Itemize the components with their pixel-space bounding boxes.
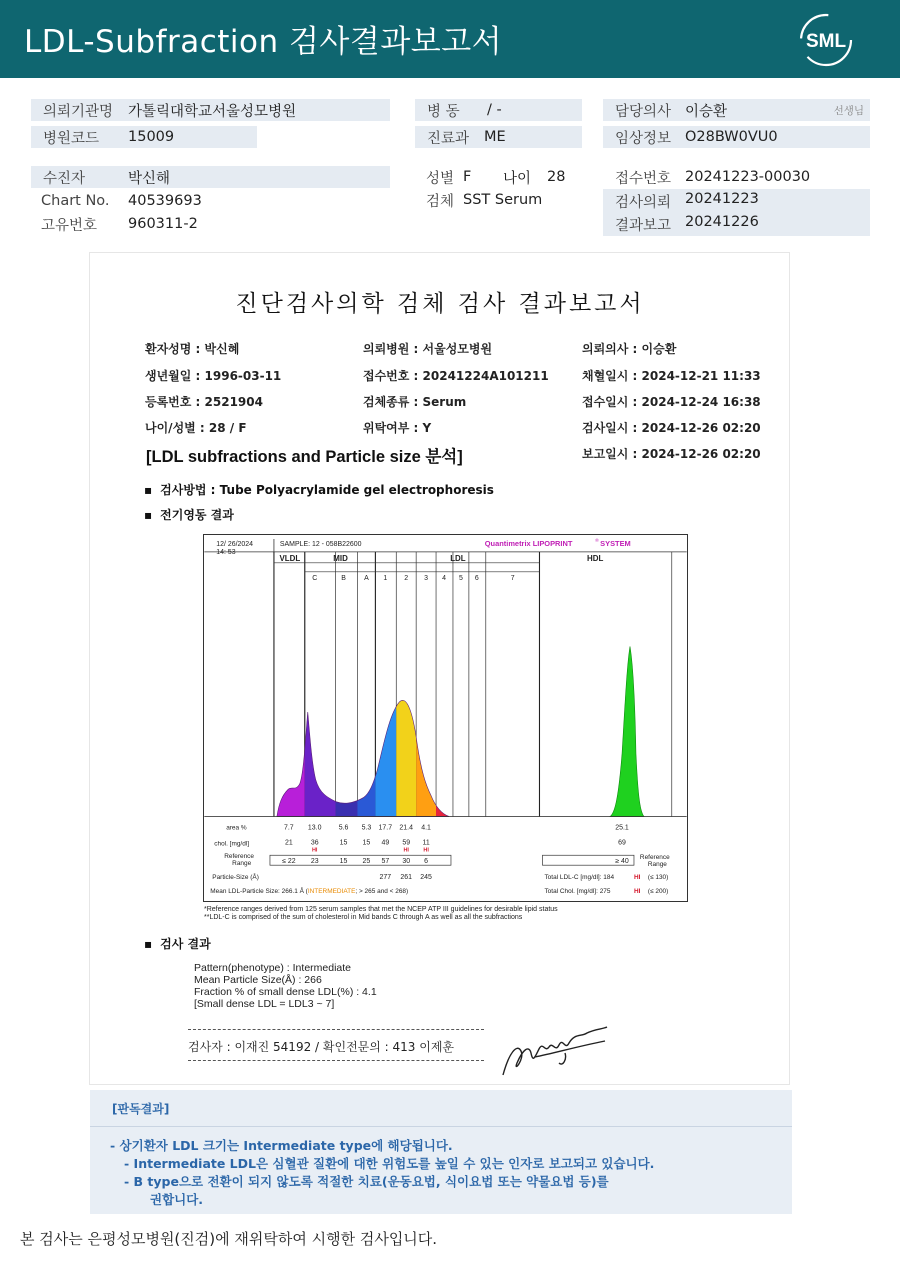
chol-value: 59 — [402, 839, 411, 847]
reference-note-1: *Reference ranges derived from 125 serum samples that met the NCEP ATP III guidelines for desirable lipid status — [204, 906, 558, 913]
svg-text:®: ® — [595, 538, 599, 544]
request-date-label: 검사의뢰 — [615, 195, 672, 211]
report-field: 접수번호 : 20241224A101211 — [363, 369, 549, 383]
reference-note-2: **LDL-C is comprised of the sum of cholesterol in Mid bands C through A as well as all the subfractions — [204, 914, 523, 921]
peak-band-fill — [305, 684, 336, 816]
hdl-ref-value: ≥ 40 — [615, 858, 629, 866]
area-value: 17.7 — [378, 824, 393, 832]
area-value: 5.6 — [338, 824, 349, 832]
report-field: 의뢰의사 : 이승환 — [582, 342, 677, 356]
sml-logo — [798, 12, 854, 68]
peak-band-fill — [416, 684, 436, 816]
peak-band-fill — [396, 684, 416, 816]
hdl-chol-value: 69 — [618, 839, 626, 847]
total-ldl-ref: (≤ 130) — [647, 874, 669, 882]
peak-band-fill — [274, 684, 305, 816]
report-field: 채혈일시 : 2024-12-21 11:33 — [582, 369, 761, 383]
hdl-ref-label: Reference — [639, 854, 670, 862]
report-field: 환자성명 : 박신혜 — [145, 342, 240, 356]
patient-field: 수진자 박신해 — [31, 166, 390, 188]
chart-time: 14: 53 — [216, 548, 236, 556]
row-label: Particle-Size (Å) — [212, 874, 259, 882]
specimen-field: 검체 SST Serum — [426, 192, 543, 210]
report-field: 검사일시 : 2024-12-26 02:20 — [582, 421, 761, 435]
report-field: 위탁여부 : Y — [363, 421, 432, 435]
svg-text:SML: SML — [805, 31, 847, 52]
method-line: ▪ 검사방법 : Tube Polyacrylamide gel electrophoresis — [144, 481, 494, 498]
divider — [188, 1060, 484, 1061]
report-header — [0, 0, 900, 78]
band-label: B — [341, 574, 346, 582]
band-label: 2 — [404, 574, 409, 582]
report-title: LDL-Subfraction 검사결과보고서 — [24, 24, 503, 60]
interpretation-line: - Intermediate LDL은 심혈관 질환에 대한 위험도를 높일 수 있는 인자로 보고되고 있습니다. — [124, 1156, 655, 1171]
request-report-block — [603, 189, 870, 236]
report-date-label: 결과보고 — [615, 218, 672, 234]
hdl-peak — [610, 646, 644, 816]
band-label: 3 — [424, 574, 429, 582]
band-label: 5 — [458, 574, 463, 582]
ref-value: 30 — [402, 858, 411, 866]
band-group-label: VLDL — [279, 553, 301, 563]
band-group-label: HDL — [587, 553, 604, 563]
area-value: 7.7 — [284, 824, 294, 832]
row-label: area % — [226, 824, 247, 832]
row-label: chol. [mg/dl] — [214, 840, 250, 848]
scanned-report-title: 진단검사의학 검체 검사 결과보고서 — [235, 291, 645, 317]
mean-particle-size: Mean LDL-Particle Size: 266.1 Å (INTERMEDIATE; > 265 and < 268) — [210, 888, 409, 896]
sex-field: 성별 F 나이 28 — [414, 166, 594, 188]
interpretation-heading: [판독결과] — [112, 1102, 170, 1116]
age-value: 28 — [547, 169, 566, 185]
hdl-area-value: 25.1 — [615, 824, 629, 832]
particle-size-value: 261 — [400, 874, 413, 882]
chart-date: 12/ 26/2024 — [216, 540, 253, 548]
doctor-field: 담당의사 이승환 선생님 — [603, 99, 870, 121]
hi-flag: HI — [311, 847, 318, 854]
lipoprint-chart — [203, 534, 688, 902]
report-field: 나이/성별 : 28 / F — [145, 421, 247, 435]
total-chol-hi: HI — [633, 888, 641, 896]
band-group-label: LDL — [450, 553, 466, 563]
peak-band-fill — [357, 684, 375, 816]
receipt-no-field: 접수번호 20241223-00030 — [615, 169, 811, 187]
total-ldl: Total LDL-C [mg/dl]: 184 — [544, 874, 615, 882]
peak-band-fill — [375, 684, 396, 816]
row-label: Reference — [224, 853, 254, 861]
chol-value: 21 — [284, 839, 293, 847]
request-date-value: 20241223 — [685, 191, 759, 207]
result-line: Fraction % of small dense LDL(%) : 4.1 — [194, 986, 377, 998]
result-line: Mean Particle Size(Å) : 266 — [194, 974, 322, 986]
particle-size-value: 277 — [379, 874, 392, 882]
chart-no-field: Chart No. 40539693 — [41, 193, 202, 209]
report-field: 검체종류 : Serum — [363, 395, 467, 409]
hdl-ref-label: Range — [647, 861, 667, 869]
report-field: 등록번호 : 2521904 — [145, 395, 263, 409]
band-group-label: MID — [333, 553, 348, 563]
total-chol-ref: (≤ 200) — [647, 888, 669, 896]
hospital-code-field: 병원코드 15009 — [31, 126, 257, 148]
hi-flag: HI — [403, 847, 409, 854]
report-field: 생년월일 : 1996-03-11 — [145, 369, 282, 383]
peak-band-fill — [436, 684, 453, 816]
band-label: C — [312, 574, 318, 582]
chol-value: 36 — [310, 839, 319, 847]
report-field: 의뢰병원 : 서울성모병원 — [363, 342, 493, 356]
analysis-section-title: [LDL subfractions and Particle size 분석] — [146, 448, 463, 466]
chol-value: 15 — [339, 839, 348, 847]
ref-value: 57 — [381, 858, 390, 866]
hi-flag: HI — [423, 847, 429, 854]
ref-value: 15 — [339, 858, 348, 866]
department-field: 진료과 ME — [415, 126, 582, 148]
age-label: 나이 — [503, 170, 532, 187]
area-value: 21.4 — [399, 824, 413, 832]
divider — [188, 1029, 484, 1030]
ref-value: 25 — [362, 858, 371, 866]
clinical-info-field: 임상정보 O28BW0VU0 — [603, 126, 870, 148]
total-chol: Total Chol. [mg/dl]: 275 — [544, 888, 611, 896]
ward-field: 병 동 / - — [415, 99, 582, 121]
interpretation-line: - 상기환자 LDL 크기는 Intermediate type에 해당됩니다. — [110, 1138, 453, 1153]
result-heading: ▪ 검사 결과 — [144, 935, 211, 952]
unique-no-field: 고유번호 960311-2 — [41, 216, 198, 234]
area-value: 4.1 — [421, 824, 431, 832]
chart-sample: SAMPLE: 12 - 058B22600 — [279, 540, 362, 548]
handwritten-signature — [495, 1023, 615, 1083]
hospital-name-field: 의뢰기관명 가톨릭대학교서울성모병원 — [31, 99, 390, 121]
outsourcing-note: 본 검사는 은평성모병원(진검)에 재위탁하여 시행한 검사입니다. — [20, 1230, 438, 1248]
chol-value: 49 — [381, 839, 390, 847]
chart-brand-suffix: SYSTEM — [600, 538, 631, 548]
signature-line: 검사자 : 이재진 54192 / 확인전문의 : 413 이제훈 — [188, 1040, 455, 1054]
chol-value: 15 — [362, 839, 371, 847]
band-label: A — [364, 574, 369, 582]
scanned-report — [89, 252, 790, 1085]
total-ldl-hi: HI — [633, 874, 641, 882]
area-value: 13.0 — [307, 824, 322, 832]
area-value: 5.3 — [361, 824, 372, 832]
particle-size-value: 245 — [420, 874, 432, 882]
electrophoresis-heading: ▪ 전기영동 결과 — [144, 506, 234, 523]
result-line: Pattern(phenotype) : Intermediate — [194, 962, 352, 974]
result-line: [Small dense LDL = LDL3 ~ 7] — [194, 998, 335, 1010]
interpretation-box — [90, 1090, 792, 1214]
report-field: 접수일시 : 2024-12-24 16:38 — [582, 395, 761, 409]
peak-band-fill — [336, 684, 358, 816]
interpretation-line: 권합니다. — [150, 1192, 204, 1207]
band-label: 1 — [383, 574, 388, 582]
band-label: 4 — [442, 574, 446, 582]
interpretation-divider — [90, 1126, 792, 1127]
row-label: Range — [232, 860, 252, 868]
ref-value: 23 — [310, 858, 319, 866]
report-field: 보고일시 : 2024-12-26 02:20 — [582, 447, 761, 461]
report-date-value: 20241226 — [685, 214, 759, 230]
ref-value: 6 — [424, 858, 429, 866]
ref-value: ≤ 22 — [282, 858, 296, 866]
interpretation-line: - B type으로 전환이 되지 않도록 적절한 치료(운동요법, 식이요법 또는 약물요법 등)를 — [124, 1174, 609, 1189]
band-label: 7 — [510, 574, 515, 582]
chart-brand: Quantimetrix LIPOPRINT — [484, 538, 573, 548]
chol-value: 11 — [422, 839, 430, 847]
band-label: 6 — [474, 574, 479, 582]
